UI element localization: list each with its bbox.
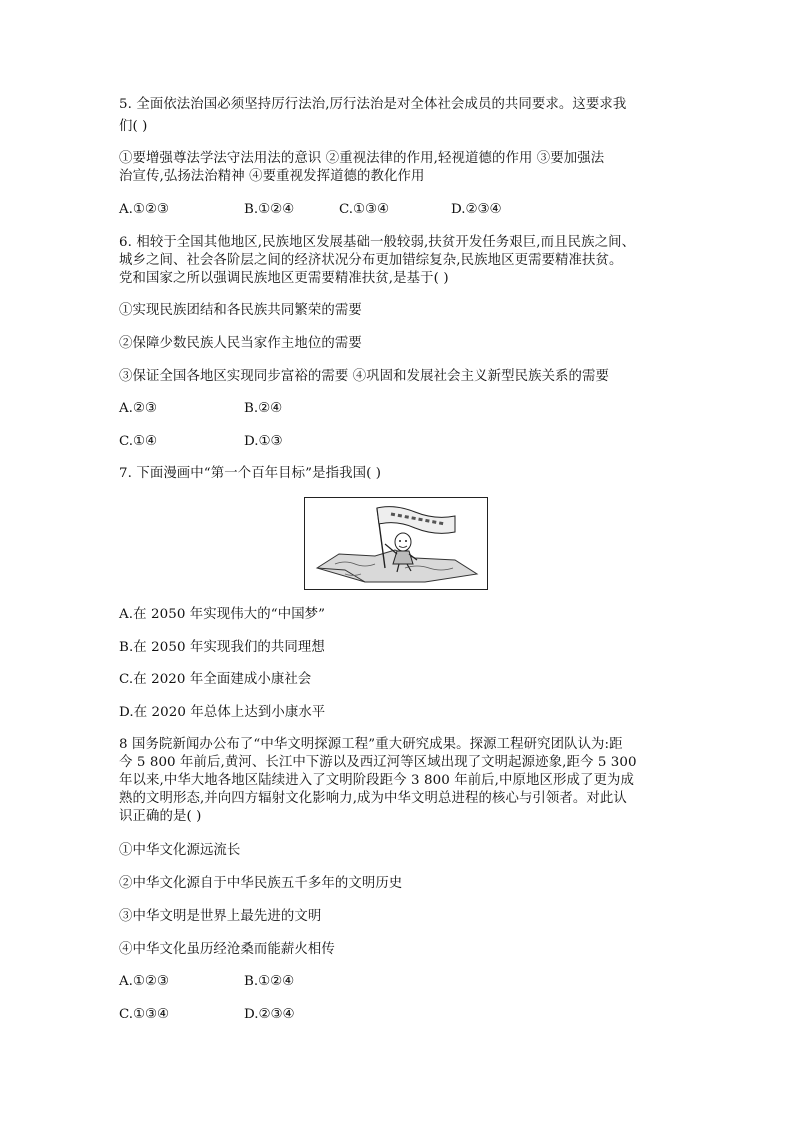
q6-stem-line-3: 党和国家之所以强调民族地区更需要精准扶贫,是基于( ) (119, 271, 449, 286)
q8-stem-line-5: 识正确的是( ) (119, 809, 202, 824)
q6-option-c: C.①④ (119, 434, 158, 449)
q6-option-d: D.①③ (244, 434, 283, 449)
q8-item-4: ④中华文化虽历经沧桑而能薪火相传 (119, 942, 335, 957)
q8-option-a: A.①②③ (119, 974, 169, 989)
q5-option-a: A.①②③ (119, 202, 169, 217)
q8-item-1: ①中华文化源远流长 (119, 843, 241, 858)
q7-option-d: D.在 2020 年总体上达到小康水平 (119, 705, 326, 720)
q5-item-line-1: ①要增强尊法学法守法用法的意识 ②重视法律的作用,轻视道德的作用 ③要加强法 (119, 151, 605, 166)
q6-option-a: A.②③ (119, 401, 157, 416)
q7-stem: 7. 下面漫画中“第一个百年目标”是指我国( ) (119, 466, 382, 481)
q8-option-d: D.②③④ (244, 1007, 295, 1022)
q6-item-3: ③保证全国各地区实现同步富裕的需要 ④巩固和发展社会主义新型民族关系的需要 (119, 369, 610, 384)
q5-option-c: C.①③④ (339, 202, 390, 217)
q8-stem-line-2: 今 5 800 年前后,黄河、长江中下游以及西辽河等区域出现了文明起源迹象,距今 5 300 (119, 755, 637, 770)
q5-stem-line-2: 们( ) (119, 119, 148, 134)
cartoon-figure (304, 497, 488, 590)
q6-item-1: ①实现民族团结和各民族共同繁荣的需要 (119, 303, 362, 318)
q6-stem-line-1: 6. 相较于全国其他地区,民族地区发展基础一般较弱,扶贫开发任务艰巨,而且民族之间、 (119, 235, 636, 250)
q8-stem-line-4: 熟的文明形态,并向四方辐射文化影响力,成为中华文明总进程的核心与引领者。对此认 (119, 791, 627, 806)
q5-item-line-2: 治宣传,弘扬法治精神 ④要重视发挥道德的教化作用 (119, 169, 425, 184)
q7-option-b: B.在 2050 年实现我们的共同理想 (119, 640, 325, 655)
q8-item-2: ②中华文化源自于中华民族五千多年的文明历史 (119, 876, 403, 891)
q8-stem-line-3: 年以来,中华大地各地区陆续进入了文明阶段距今 3 800 年前后,中原地区形成了更为成 (119, 773, 634, 788)
q5-option-b: B.①②④ (244, 202, 295, 217)
q5-stem-line-1: 5. 全面依法治国必须坚持厉行法治,厉行法治是对全体社会成员的共同要求。这要求我 (119, 97, 627, 112)
q8-option-b: B.①②④ (244, 974, 295, 989)
q8-option-c: C.①③④ (119, 1007, 170, 1022)
q6-item-2: ②保障少数民族人民当家作主地位的需要 (119, 336, 362, 351)
q5-option-d: D.②③④ (451, 202, 502, 217)
cartoon-illustration (305, 498, 487, 589)
q6-option-b: B.②④ (244, 401, 283, 416)
q8-stem-line-1: 8 国务院新闻办公布了“中华文明探源工程”重大研究成果。探源工程研究团队认为:距 (119, 737, 623, 752)
q6-stem-line-2: 城乡之间、社会各阶层之间的经济状况分布更加错综复杂,民族地区更需要精准扶贫。 (119, 253, 623, 268)
q7-option-a: A.在 2050 年实现伟大的“中国梦” (119, 607, 326, 622)
q8-item-3: ③中华文明是世界上最先进的文明 (119, 909, 322, 924)
q7-option-c: C.在 2020 年全面建成小康社会 (119, 672, 312, 687)
